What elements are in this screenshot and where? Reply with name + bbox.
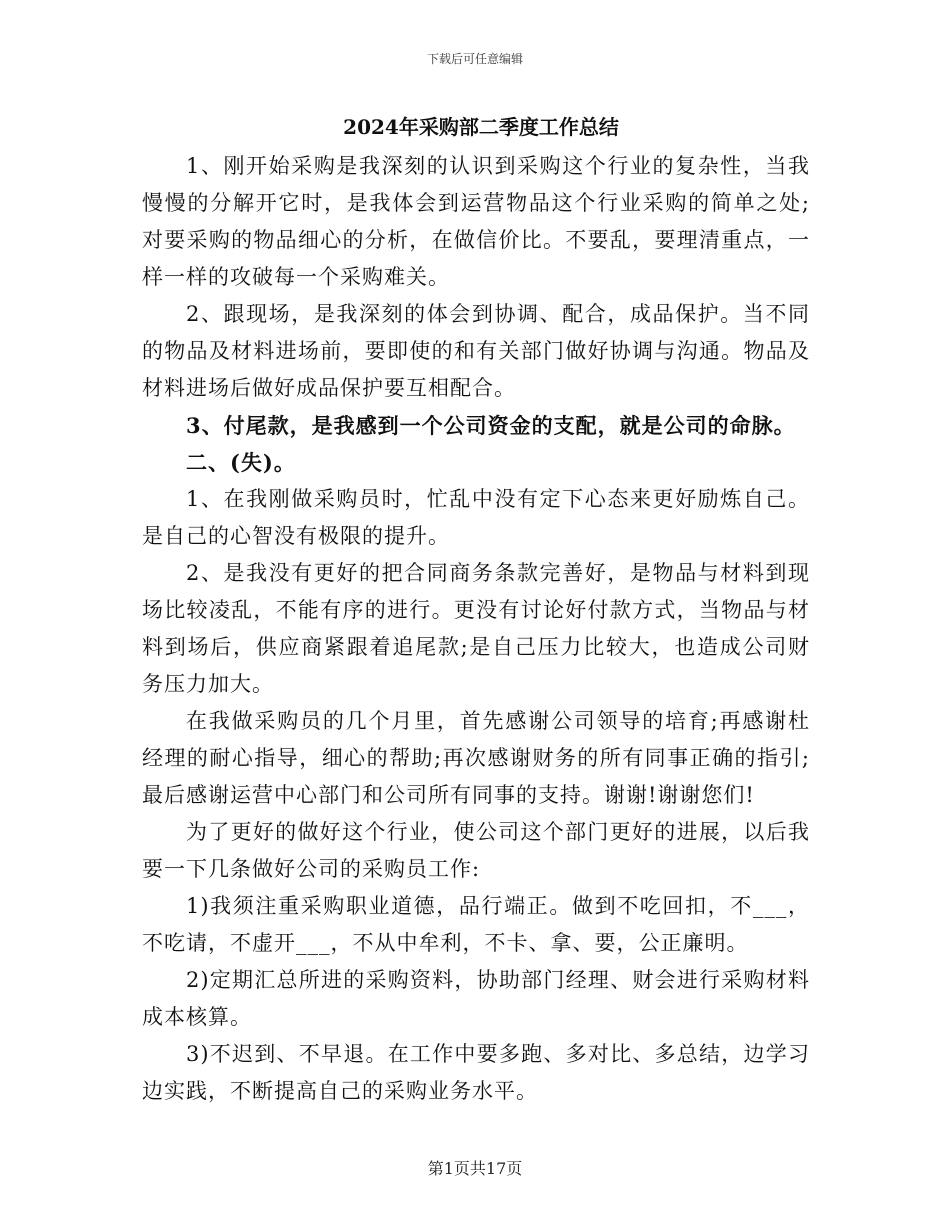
document-body — [142, 110, 810, 1110]
document-title: 2024年采购部二季度工作总结 — [343, 115, 619, 139]
section-heading-loss: 二、(失)。 — [186, 450, 296, 475]
paragraph-loss-2: 2、是我没有更好的把合同商务条款完善好，是物品与材料到现场比较凌乱，不能有序的进行。更没有讨论好付款方式，当物品与材料到场后，供应商紧跟着追尾款;是自己压力比较大，也造成公司财务压力加大。 — [142, 561, 810, 696]
page-header-note: 下载后可任意编辑 — [426, 52, 523, 66]
plan-item-1: 1)我须注重采购职业道德，品行端正。做到不吃回扣，不___，不吃请，不虚开___，不从中牟利，不卡、拿、要，公正廉明。 — [142, 894, 810, 955]
paragraph-1: 1、刚开始采购是我深刻的认识到采购这个行业的复杂性，当我慢慢的分解开它时，是我体会到运营物品这个行业采购的简单之处;对要采购的物品细心的分析，在做信价比。不要乱，要理清重点，一样一样的攻破每一个采购难关。 — [142, 154, 810, 289]
paragraph-3-bold: 3、付尾款，是我感到一个公司资金的支配，就是公司的命脉。 — [186, 413, 796, 438]
paragraph-loss-1: 1、在我刚做采购员时，忙乱中没有定下心态来更好励炼自己。是自己的心智没有极限的提升。 — [142, 487, 810, 548]
paragraph-2: 2、跟现场，是我深刻的体会到协调、配合，成品保护。当不同的物品及材料进场前，要即使的和有关部门做好协调与沟通。物品及材料进场后做好成品保护要互相配合。 — [142, 302, 810, 400]
paragraph-thanks: 在我做采购员的几个月里，首先感谢公司领导的培育;再感谢杜经理的耐心指导，细心的帮助;再次感谢财务的所有同事正确的指引;最后感谢运营中心部门和公司所有同事的支持。谢谢!谢谢您们! — [142, 709, 810, 807]
plan-item-2: 2)定期汇总所进的采购资料，协助部门经理、财会进行采购材料成本核算。 — [142, 968, 810, 1029]
paragraph-plan-intro: 为了更好的做好这个行业，使公司这个部门更好的进展，以后我要一下几条做好公司的采购员工作: — [142, 820, 810, 881]
plan-item-3: 3)不迟到、不早退。在工作中要多跑、多对比、多总结，边学习边实践，不断提高自己的采购业务水平。 — [142, 1042, 810, 1103]
page-number-footer: 第1页共17页 — [427, 1159, 523, 1178]
